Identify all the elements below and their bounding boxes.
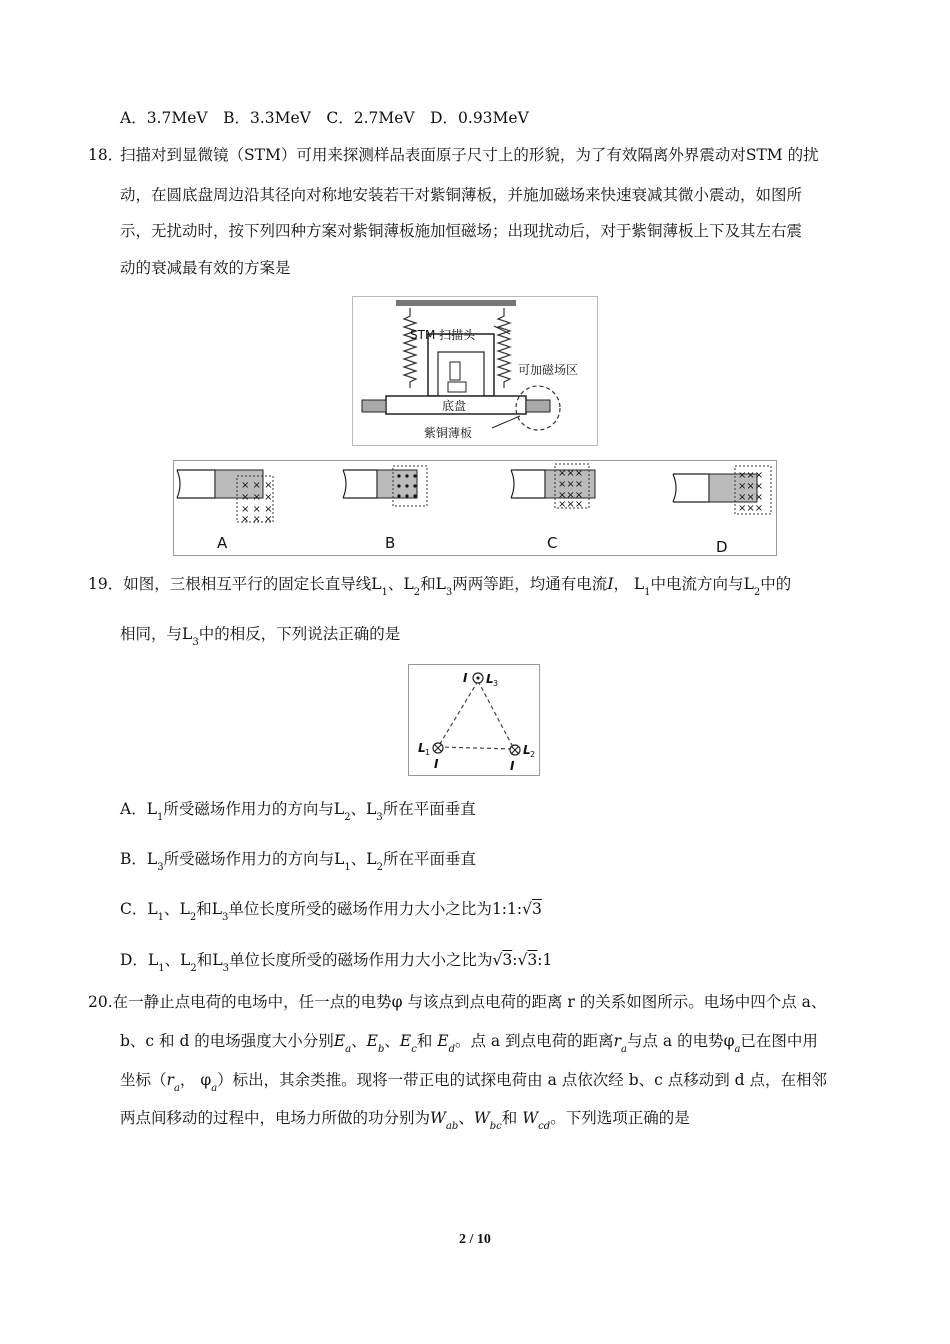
q18-line-2: 动，在圆底盘周边沿其径向对称地安装若干对紫铜薄板，并施加磁场来快速衰减其微小震动，如图所 [120,186,803,204]
q19-line-2: 相同，与$L_3$中的相反，下列说法正确的是 [120,625,401,648]
svg-text:× × ×: × × × [241,514,273,525]
svg-text:×××: ××× [738,503,764,514]
svg-text:×××: ××× [558,499,584,510]
stm-figure [352,296,598,446]
fig-current-l3: I [463,671,468,685]
choice-d-label: D [716,538,728,556]
fig-label-l3: L [486,672,494,686]
svg-text:×××: ××× [558,479,584,490]
svg-text:×××: ××× [558,468,584,479]
svg-text:×××: ××× [738,470,764,481]
choice-a-label: A [217,534,228,552]
svg-text:2: 2 [530,750,536,759]
q19-option-c: C．$L_1$、$L_2$和$L_3$单位长度所受的磁场作用力大小之比为1:1:√3 [120,900,542,923]
choice-b-diagram [343,466,427,506]
choice-d-diagram [673,466,771,514]
svg-text:× × ×: × × × [241,492,273,503]
choice-c-label: C [547,534,558,552]
svg-text:3: 3 [493,679,499,688]
base-label: 底盘 [442,399,467,413]
svg-text:× × ×: × × × [241,504,273,515]
svg-text:×××: ××× [738,492,764,503]
q18-choices-figure [173,460,777,556]
plate-label: 紫铜薄板 [424,426,473,440]
q18-number: 18． [88,146,124,164]
fig-current-l1: I [434,757,439,771]
svg-text:×××: ××× [558,490,584,501]
stm-head-label: STM 扫描头 [410,328,476,342]
q18-line-4: 动的衰减最有效的方案是 [120,259,291,277]
fig-label-l1: L [418,741,426,755]
q18-line-3: 示，无扰动时，按下列四种方案对紫铜薄板施加恒磁场；出现扰动后，对于紫铜薄板上下及其左右震 [120,222,803,240]
q19-number: 19． [88,575,124,593]
q19-option-a: A．$L_1$所受磁场作用力的方向与$L_2$、$L_3$所在平面垂直 [120,800,476,823]
q20-line-2: b、c 和 d 的电场强度大小分别$E_a$、$E_b$、$E_c$和 $E_d$。点 a 到点电荷的距离$r_a$与点 a 的电势$\varphi_a$已在图中用 [120,1032,818,1055]
q19-line-1: 19．如图，三根相互平行的固定长直导线$L_1$、$L_2$和$L_3$两两等距，均通有电流I， $L_1$中电流方向与$L_2$中的 [88,575,792,598]
q20-line-4: 两点间移动的过程中，电场力所做的功分别为$W_{ab}$、$W_{bc}$和 $W_{cd}$。下列选项正确的是 [120,1109,690,1132]
fig-label-l2: L [523,743,531,757]
svg-text:× × ×: × × × [241,480,273,491]
choice-c-diagram [511,464,595,510]
q20-line-1: 20.在一静止点电荷的电场中，任一点的电势φ 与该点到点电荷的距离 r 的关系如图所示。电场中四个点 a、 [88,993,827,1011]
q19-option-b: B．$L_3$所受磁场作用力的方向与$L_1$、$L_2$所在平面垂直 [120,850,476,873]
choice-a-diagram [177,470,273,525]
q20-number: 20. [88,993,113,1011]
fig-current-l2: I [510,759,515,773]
page-number: 2 / 10 [459,1232,491,1247]
wires-triangle-figure [408,664,540,776]
svg-text:1: 1 [425,748,431,757]
q17-options: A．3.7MeV B．3.3MeV C．2.7MeV D．0.93MeV [120,109,529,127]
q19-option-d: D．$L_1$、$L_2$和$L_3$单位长度所受的磁场作用力大小之比为√3:√3:1 [120,951,553,974]
q18-line-1: 扫描对到显微镜（STM）可用来探测样品表面原子尺寸上的形貌，为了有效隔离外界震动对STM 的扰 [120,146,819,164]
choice-b-label: B [385,534,396,552]
magnetic-region-label: 可加磁场区 [518,363,579,377]
q20-line-3: 坐标（$r_a$， $\varphi_a$）标出，其余类推。现将一带正电的试探电荷由 a 点依次经 b、c 点移动到 d 点，在相邻 [120,1071,828,1094]
svg-text:×××: ××× [738,481,764,492]
